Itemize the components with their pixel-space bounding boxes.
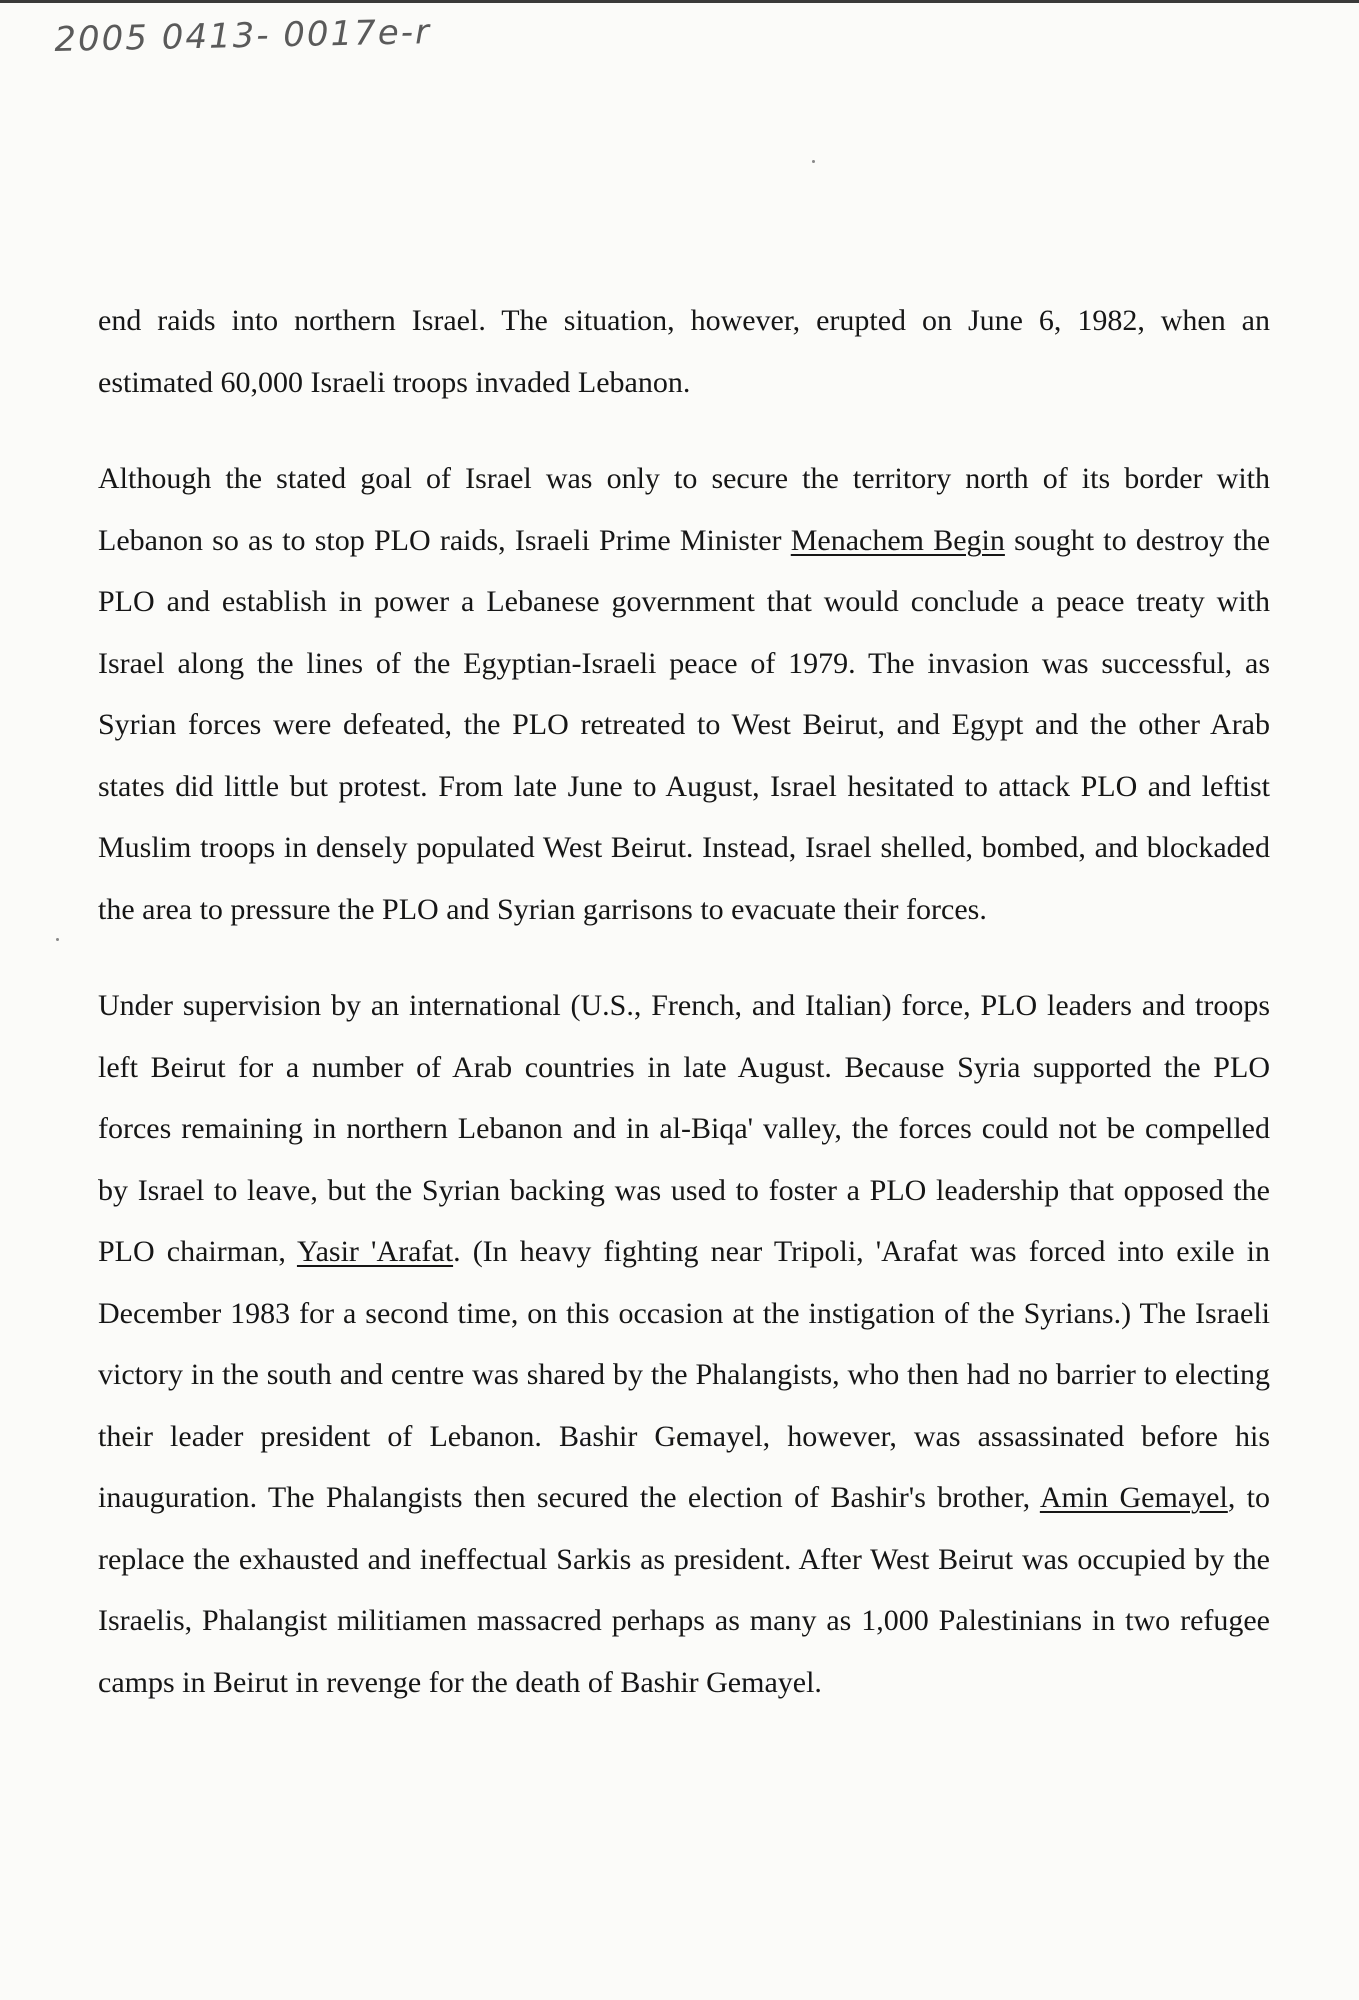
- paragraph-2: [98, 448, 1270, 940]
- paragraph-text: , to replace the exhausted and ineffectual Sarkis as president. After West Beirut was occupied by the Israelis, Phalangist militiamen massacred perhaps as many as 1,000 Palestinians in two refugee camps in Beirut in revenge for the death of Bashir Gemayel.: [98, 1481, 1270, 1699]
- paragraph-text: end raids into northern Israel. The situation, however, erupted on June 6, 1982, when an estimated 60,000 Israeli troops invaded Lebanon.: [98, 304, 1270, 399]
- handwritten-reference-number: 2005 0413- 0017e-r: [54, 12, 432, 60]
- document-body: [98, 290, 1270, 1713]
- link-amin-gemayel[interactable]: Amin Gemayel: [1039, 1481, 1228, 1514]
- link-yasir-arafat[interactable]: Yasir 'Arafat: [296, 1235, 454, 1268]
- page-top-edge: [0, 0, 1359, 3]
- paragraph-text: Under supervision by an international (U.S., French, and Italian) force, PLO leaders and troops left Beirut for a number of Arab countries in late August. Because Syria supported the PLO forces remaining in northern Lebanon and in al-Biqa' valley, the forces could not be compelled by Israel to leave, but the Syrian backing was used to foster a PLO leadership that opposed the PLO chairman,: [98, 989, 1270, 1268]
- scan-speck: [56, 938, 59, 941]
- scan-speck: [812, 160, 815, 163]
- paragraph-text: Although the stated goal of Israel was only to secure the territory north of its border with Lebanon so as to stop PLO raids, Israeli Prime Minister: [98, 462, 1270, 557]
- paragraph-3: [98, 975, 1270, 1713]
- paragraph-1: [98, 290, 1270, 413]
- paragraph-text: . (In heavy fighting near Tripoli, 'Arafat was forced into exile in December 1983 for a second time, on this occasion at the instigation of the Syrians.) The Israeli victory in the south and centre was shared by the Phalangists, who then had no barrier to electing their leader president of Lebanon. Bashir Gemayel, however, was assassinated before his inauguration. The Phalangists then secured the election of Bashir's brother,: [98, 1235, 1271, 1514]
- paragraph-text: sought to destroy the PLO and establish in power a Lebanese government that would conclude a peace treaty with Israel along the lines of the Egyptian-Israeli peace of 1979. The invasion was successful, as Syrian forces were defeated, the PLO retreated to West Beirut, and Egypt and the other Arab states did little but protest. From late June to August, Israel hesitated to attack PLO and leftist Muslim troops in densely populated West Beirut. Instead, Israel shelled, bombed, and blockaded the area to pressure the PLO and Syrian garrisons to evacuate their forces.: [98, 523, 1271, 926]
- link-menachem-begin[interactable]: Menachem Begin: [790, 523, 1005, 557]
